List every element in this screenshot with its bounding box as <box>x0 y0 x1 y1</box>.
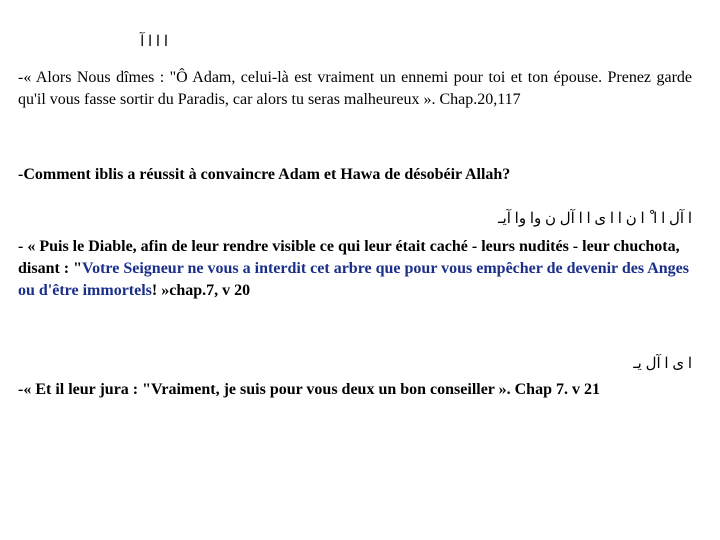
quote-2-outro: ! »chap.7, v 20 <box>151 282 251 299</box>
question-heading: -Comment iblis a réussit à convaincre Adam et Hawa de désobéir Allah? <box>18 166 511 183</box>
arabic-verse-2: ا آل ا ا ْ ا ن ا ا ی ا ا آل ن وا وا آيـ <box>498 211 692 227</box>
quote-paragraph-3: -« Et il leur jura : "Vraiment, je suis pour vous deux un bon conseiller ». Chap 7. v 21 <box>18 381 600 398</box>
quote-paragraph-2 <box>18 236 692 302</box>
quote-2-highlight: Votre Seigneur ne vous a interdit cet arbre que pour vous empêcher de devenir des Anges ou d'être immortels <box>18 260 689 299</box>
quote-2-intro: - « Puis le Diable, afin de leur rendre visible ce qui leur était caché - leurs nudités - leur chuchota, disant : " <box>18 238 680 277</box>
quote-paragraph-1: -« Alors Nous dîmes : "Ô Adam, celui-là est vraiment un ennemi pour toi et ton épouse. Prenez garde qu'il vous fasse sortir du Paradis, car alors tu seras malheureux ». Chap.20,117 <box>18 69 692 108</box>
arabic-verse-3: ا ی ا آل يـ <box>633 356 692 372</box>
arabic-verse-1: ا ا ا آ <box>140 34 168 50</box>
